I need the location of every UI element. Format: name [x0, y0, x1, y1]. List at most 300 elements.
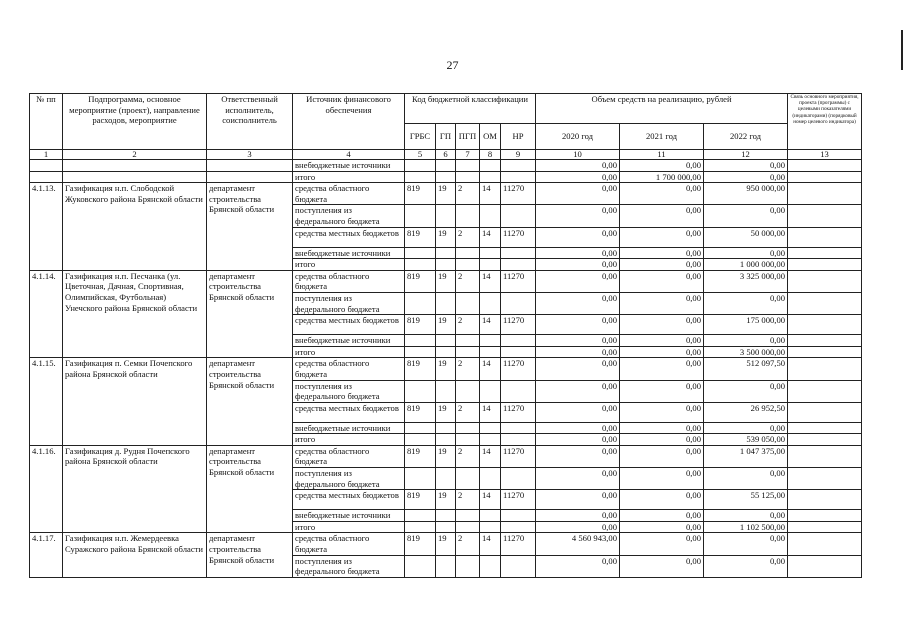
value-2022: 0,00	[704, 510, 788, 522]
value-2022: 0,00	[704, 468, 788, 490]
value-2021: 0,00	[620, 380, 704, 402]
code-np: 11270	[501, 445, 536, 467]
value-2020: 0,00	[536, 445, 620, 467]
value-2022: 3 500 000,00	[704, 346, 788, 358]
value-2021: 0,00	[620, 555, 704, 577]
value-2020: 0,00	[536, 490, 620, 510]
link-cell	[788, 445, 862, 467]
table-row	[30, 183, 862, 205]
value-2022: 0,00	[704, 247, 788, 259]
link-cell	[788, 183, 862, 205]
link-cell	[788, 358, 862, 380]
code-grbs	[405, 346, 436, 358]
link-cell	[788, 160, 862, 172]
col-number: 5	[405, 150, 436, 160]
source-cell: средства областного бюджета	[293, 183, 405, 205]
link-cell	[788, 402, 862, 422]
code-np: 11270	[501, 358, 536, 380]
source-cell: средства местных бюджетов	[293, 227, 405, 247]
col-number: 8	[480, 150, 501, 160]
page-number: 27	[446, 58, 459, 72]
code-np	[501, 259, 536, 271]
code-gp: 19	[436, 490, 456, 510]
link-cell	[788, 315, 862, 335]
code-grbs	[405, 510, 436, 522]
header-2022: 2022 год	[704, 124, 788, 150]
link-cell	[788, 171, 862, 183]
header-2020: 2020 год	[536, 124, 620, 150]
link-cell	[788, 555, 862, 577]
value-2020: 0,00	[536, 434, 620, 446]
value-2022: 1 000 000,00	[704, 259, 788, 271]
value-2020: 0,00	[536, 402, 620, 422]
source-cell: средства областного бюджета	[293, 533, 405, 555]
value-2020: 0,00	[536, 205, 620, 227]
value-2020: 0,00	[536, 183, 620, 205]
col-number: 2	[63, 150, 207, 160]
source-cell: итого	[293, 346, 405, 358]
col-number: 11	[620, 150, 704, 160]
code-np: 11270	[501, 315, 536, 335]
code-pgp	[456, 247, 480, 259]
code-np	[501, 346, 536, 358]
code-om: 14	[480, 358, 501, 380]
code-om	[480, 380, 501, 402]
item-number: 4.1.13.	[30, 183, 63, 271]
code-grbs: 819	[405, 358, 436, 380]
value-2022: 0,00	[704, 555, 788, 577]
value-2020: 0,00	[536, 171, 620, 183]
code-om	[480, 434, 501, 446]
code-grbs	[405, 468, 436, 490]
value-2021: 0,00	[620, 468, 704, 490]
col-number: 12	[704, 150, 788, 160]
table-row	[30, 358, 862, 380]
table-row	[30, 171, 862, 183]
source-cell: внебюджетные источники	[293, 160, 405, 172]
code-pgp: 2	[456, 402, 480, 422]
code-gp: 19	[436, 183, 456, 205]
code-pgp	[456, 521, 480, 533]
value-2021: 0,00	[620, 490, 704, 510]
source-cell: итого	[293, 521, 405, 533]
empty-cell	[207, 171, 293, 183]
col-number: 1	[30, 150, 63, 160]
empty-cell	[30, 171, 63, 183]
code-om	[480, 521, 501, 533]
link-cell	[788, 247, 862, 259]
code-np	[501, 510, 536, 522]
code-grbs	[405, 434, 436, 446]
header-volume: Объем средств на реализацию, рублей	[536, 94, 788, 124]
code-gp: 19	[436, 315, 456, 335]
empty-cell	[30, 160, 63, 172]
code-pgp	[456, 422, 480, 434]
code-grbs: 819	[405, 533, 436, 555]
code-gp	[436, 422, 456, 434]
item-executor: департамент строительства Брянской области	[207, 358, 293, 446]
value-2022: 0,00	[704, 533, 788, 555]
value-2022: 0,00	[704, 205, 788, 227]
value-2021: 0,00	[620, 205, 704, 227]
value-2022: 539 050,00	[704, 434, 788, 446]
source-cell: итого	[293, 171, 405, 183]
code-gp	[436, 434, 456, 446]
code-om: 14	[480, 490, 501, 510]
col-number: 6	[436, 150, 456, 160]
value-2020: 0,00	[536, 247, 620, 259]
source-cell: средства областного бюджета	[293, 358, 405, 380]
link-cell	[788, 533, 862, 555]
code-cell	[405, 171, 436, 183]
code-pgp	[456, 292, 480, 314]
value-2021: 0,00	[620, 521, 704, 533]
value-2022: 0,00	[704, 422, 788, 434]
code-grbs	[405, 259, 436, 271]
code-grbs: 819	[405, 183, 436, 205]
code-np	[501, 247, 536, 259]
value-2021: 0,00	[620, 422, 704, 434]
code-cell	[480, 160, 501, 172]
financing-table	[29, 93, 862, 578]
source-cell: поступления из федерального бюджета	[293, 555, 405, 577]
code-cell	[436, 171, 456, 183]
header-source: Источник финансового обеспечения	[293, 94, 405, 150]
value-2021: 0,00	[620, 445, 704, 467]
code-gp	[436, 468, 456, 490]
code-om	[480, 335, 501, 347]
value-2020: 0,00	[536, 422, 620, 434]
code-gp	[436, 521, 456, 533]
code-gp: 19	[436, 445, 456, 467]
item-executor: департамент строительства Брянской области	[207, 445, 293, 533]
value-2021: 0,00	[620, 434, 704, 446]
item-number: 4.1.15.	[30, 358, 63, 446]
empty-cell	[207, 160, 293, 172]
source-cell: средства областного бюджета	[293, 270, 405, 292]
table-body	[30, 160, 862, 578]
header-budget-code: Код бюджетной классификации	[405, 94, 536, 124]
code-grbs	[405, 422, 436, 434]
code-gp: 19	[436, 402, 456, 422]
value-2020: 4 560 943,00	[536, 533, 620, 555]
code-pgp: 2	[456, 490, 480, 510]
value-2022: 175 000,00	[704, 315, 788, 335]
item-name: Газификация п. Семки Почепского района Брянской области	[63, 358, 207, 446]
value-2022: 1 047 375,00	[704, 445, 788, 467]
code-np	[501, 335, 536, 347]
empty-cell	[63, 160, 207, 172]
code-grbs	[405, 555, 436, 577]
table-row	[30, 160, 862, 172]
code-pgp	[456, 346, 480, 358]
value-2020: 0,00	[536, 292, 620, 314]
code-om	[480, 346, 501, 358]
item-executor: департамент строительства Брянской области	[207, 533, 293, 577]
code-om: 14	[480, 533, 501, 555]
source-cell: средства местных бюджетов	[293, 315, 405, 335]
value-2022: 0,00	[704, 292, 788, 314]
col-number: 3	[207, 150, 293, 160]
code-pgp: 2	[456, 270, 480, 292]
code-grbs: 819	[405, 227, 436, 247]
code-gp	[436, 380, 456, 402]
source-cell: средства местных бюджетов	[293, 402, 405, 422]
link-cell	[788, 434, 862, 446]
value-2020: 0,00	[536, 510, 620, 522]
item-executor: департамент строительства Брянской области	[207, 270, 293, 358]
item-number: 4.1.17.	[30, 533, 63, 577]
code-gp	[436, 247, 456, 259]
code-cell	[456, 160, 480, 172]
code-np	[501, 422, 536, 434]
code-om	[480, 555, 501, 577]
code-grbs: 819	[405, 402, 436, 422]
code-gp	[436, 335, 456, 347]
col-number: 4	[293, 150, 405, 160]
source-cell: внебюджетные источники	[293, 510, 405, 522]
col-number: 9	[501, 150, 536, 160]
column-number-row	[30, 150, 862, 160]
col-number: 13	[788, 150, 862, 160]
value-2022: 0,00	[704, 380, 788, 402]
value-2020: 0,00	[536, 521, 620, 533]
code-np	[501, 380, 536, 402]
code-pgp	[456, 205, 480, 227]
code-om: 14	[480, 315, 501, 335]
value-2022: 512 097,50	[704, 358, 788, 380]
value-2021: 0,00	[620, 160, 704, 172]
code-om: 14	[480, 445, 501, 467]
code-pgp: 2	[456, 183, 480, 205]
code-om	[480, 247, 501, 259]
value-2021: 0,00	[620, 510, 704, 522]
value-2021: 0,00	[620, 292, 704, 314]
source-cell: поступления из федерального бюджета	[293, 205, 405, 227]
code-cell	[501, 160, 536, 172]
code-np	[501, 468, 536, 490]
col-number: 10	[536, 150, 620, 160]
code-gp: 19	[436, 533, 456, 555]
link-cell	[788, 490, 862, 510]
code-np: 11270	[501, 402, 536, 422]
item-name: Газификация н.п. Слободской Жуковского района Брянской области	[63, 183, 207, 271]
source-cell: итого	[293, 434, 405, 446]
code-om: 14	[480, 270, 501, 292]
link-cell	[788, 259, 862, 271]
value-2021: 0,00	[620, 335, 704, 347]
source-cell: средства местных бюджетов	[293, 490, 405, 510]
code-grbs: 819	[405, 315, 436, 335]
code-gp	[436, 510, 456, 522]
link-cell	[788, 510, 862, 522]
value-2022: 0,00	[704, 335, 788, 347]
header-executor: Ответственный исполнитель, соисполнитель	[207, 94, 293, 150]
code-pgp	[456, 380, 480, 402]
value-2022: 55 125,00	[704, 490, 788, 510]
item-number: 4.1.14.	[30, 270, 63, 358]
value-2020: 0,00	[536, 555, 620, 577]
code-np: 11270	[501, 227, 536, 247]
value-2020: 0,00	[536, 346, 620, 358]
code-gp	[436, 292, 456, 314]
link-cell	[788, 468, 862, 490]
link-cell	[788, 205, 862, 227]
table-row	[30, 445, 862, 467]
code-cell	[405, 160, 436, 172]
value-2020: 0,00	[536, 380, 620, 402]
code-np	[501, 292, 536, 314]
source-cell: внебюджетные источники	[293, 422, 405, 434]
header-no: № пп	[30, 94, 63, 150]
value-2020: 0,00	[536, 227, 620, 247]
value-2022: 3 325 000,00	[704, 270, 788, 292]
code-pgp: 2	[456, 358, 480, 380]
value-2021: 0,00	[620, 227, 704, 247]
value-2022: 26 952,50	[704, 402, 788, 422]
code-cell	[501, 171, 536, 183]
code-om: 14	[480, 227, 501, 247]
code-om	[480, 259, 501, 271]
code-np: 11270	[501, 533, 536, 555]
code-gp	[436, 346, 456, 358]
code-gp: 19	[436, 358, 456, 380]
item-name: Газификация н.п. Песчанка (ул. Цветочная, Дачная, Спортивная, Олимпийская, Футбольная) Унечского района Брянской области	[63, 270, 207, 358]
value-2021: 0,00	[620, 402, 704, 422]
code-om	[480, 422, 501, 434]
code-pgp	[456, 555, 480, 577]
source-cell: поступления из федерального бюджета	[293, 380, 405, 402]
value-2022: 50 000,00	[704, 227, 788, 247]
code-om	[480, 292, 501, 314]
source-cell: внебюджетные источники	[293, 335, 405, 347]
value-2022: 0,00	[704, 171, 788, 183]
source-cell: итого	[293, 259, 405, 271]
header-om: ОМ	[480, 124, 501, 150]
item-name: Газификация д. Рудня Почепского района Брянской области	[63, 445, 207, 533]
code-pgp	[456, 468, 480, 490]
source-cell: поступления из федерального бюджета	[293, 468, 405, 490]
code-np: 11270	[501, 270, 536, 292]
item-name: Газификация н.п. Жемердеевка Суражского района Брянской области	[63, 533, 207, 577]
code-pgp: 2	[456, 227, 480, 247]
value-2020: 0,00	[536, 468, 620, 490]
code-pgp	[456, 259, 480, 271]
code-pgp	[456, 510, 480, 522]
code-cell	[480, 171, 501, 183]
header-pgp: ПГП	[456, 124, 480, 150]
value-2021: 1 700 000,00	[620, 171, 704, 183]
code-om: 14	[480, 402, 501, 422]
code-np	[501, 555, 536, 577]
value-2020: 0,00	[536, 335, 620, 347]
item-number: 4.1.16.	[30, 445, 63, 533]
link-cell	[788, 335, 862, 347]
code-gp	[436, 555, 456, 577]
item-executor: департамент строительства Брянской области	[207, 183, 293, 271]
code-gp: 19	[436, 270, 456, 292]
value-2022: 0,00	[704, 160, 788, 172]
source-cell: поступления из федерального бюджета	[293, 292, 405, 314]
code-np: 11270	[501, 490, 536, 510]
link-cell	[788, 346, 862, 358]
value-2020: 0,00	[536, 270, 620, 292]
code-om: 14	[480, 183, 501, 205]
code-grbs	[405, 521, 436, 533]
code-gp: 19	[436, 227, 456, 247]
header-grbs: ГРБС	[405, 124, 436, 150]
code-np	[501, 521, 536, 533]
code-np	[501, 205, 536, 227]
code-pgp: 2	[456, 445, 480, 467]
code-om	[480, 510, 501, 522]
value-2022: 1 102 500,00	[704, 521, 788, 533]
code-grbs	[405, 247, 436, 259]
code-grbs: 819	[405, 490, 436, 510]
header-program: Подпрограмма, основное мероприятие (проект), направление расходов, мероприятие	[63, 94, 207, 150]
code-om	[480, 468, 501, 490]
header-gp: ГП	[436, 124, 456, 150]
value-2021: 0,00	[620, 533, 704, 555]
header-np: НР	[501, 124, 536, 150]
link-cell	[788, 521, 862, 533]
value-2021: 0,00	[620, 259, 704, 271]
empty-cell	[63, 171, 207, 183]
source-cell: средства областного бюджета	[293, 445, 405, 467]
code-pgp: 2	[456, 533, 480, 555]
code-grbs	[405, 292, 436, 314]
value-2021: 0,00	[620, 270, 704, 292]
value-2020: 0,00	[536, 259, 620, 271]
link-cell	[788, 292, 862, 314]
col-number: 7	[456, 150, 480, 160]
link-cell	[788, 380, 862, 402]
code-gp	[436, 259, 456, 271]
header-2021: 2021 год	[620, 124, 704, 150]
value-2021: 0,00	[620, 358, 704, 380]
value-2020: 0,00	[536, 315, 620, 335]
code-pgp	[456, 335, 480, 347]
link-cell	[788, 227, 862, 247]
scan-edge-mark	[901, 30, 903, 70]
value-2020: 0,00	[536, 358, 620, 380]
code-om	[480, 205, 501, 227]
table-row	[30, 533, 862, 555]
source-cell: внебюджетные источники	[293, 247, 405, 259]
link-cell	[788, 270, 862, 292]
value-2021: 0,00	[620, 247, 704, 259]
code-pgp	[456, 434, 480, 446]
value-2021: 0,00	[620, 183, 704, 205]
value-2020: 0,00	[536, 160, 620, 172]
code-grbs	[405, 205, 436, 227]
code-np	[501, 434, 536, 446]
code-grbs: 819	[405, 270, 436, 292]
code-cell	[456, 171, 480, 183]
code-gp	[436, 205, 456, 227]
code-cell	[436, 160, 456, 172]
value-2021: 0,00	[620, 315, 704, 335]
code-grbs: 819	[405, 445, 436, 467]
value-2022: 950 000,00	[704, 183, 788, 205]
link-cell	[788, 422, 862, 434]
header-link: Связь основного мероприятия, проекта (программы) с целевыми показателями (индикаторами) (порядковый номер целевого индикатора)	[788, 94, 862, 150]
code-pgp: 2	[456, 315, 480, 335]
table-row	[30, 270, 862, 292]
value-2021: 0,00	[620, 346, 704, 358]
code-np: 11270	[501, 183, 536, 205]
code-grbs	[405, 380, 436, 402]
